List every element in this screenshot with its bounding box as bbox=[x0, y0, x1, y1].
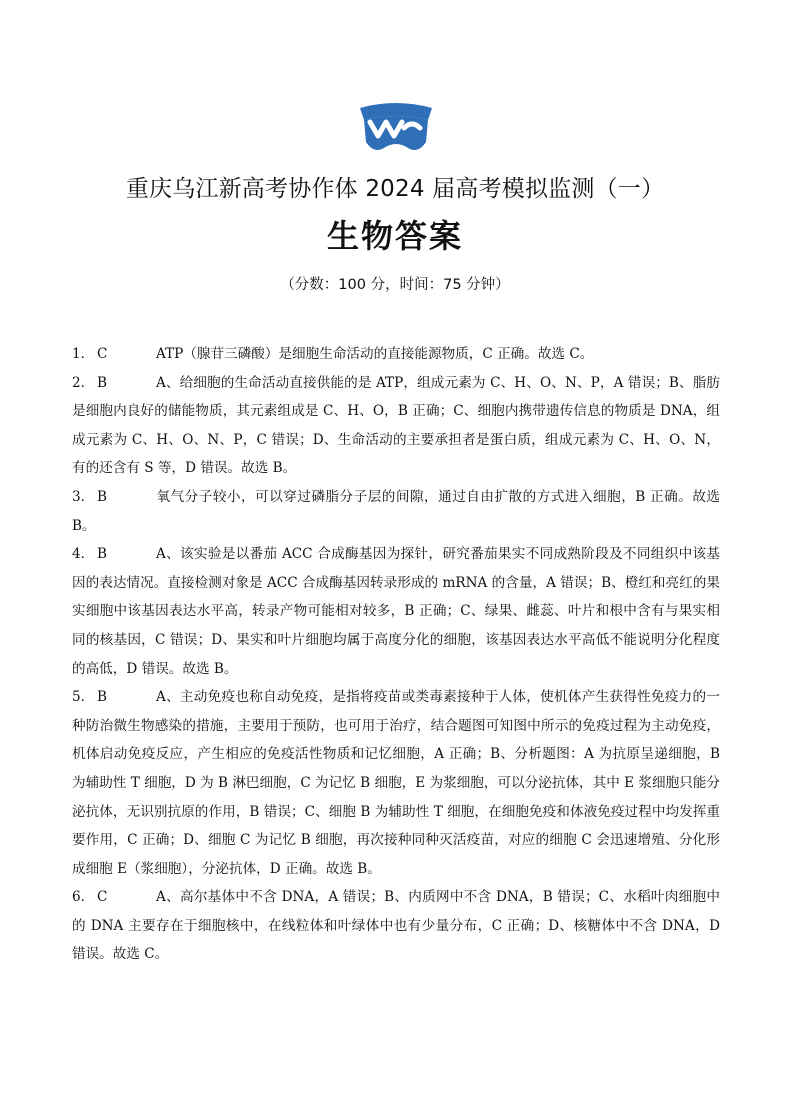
answer-item bbox=[72, 483, 720, 540]
answer-explanation: A、主动免疫也称自动免疫，是指将疫苗或类毒素接种于人体，使机体产生获得性免疫力的一种防治微生物感染的措施，主要用于预防，也可用于治疗，结合题图可知图中所示的免疫过程为主动免疫，机体启动免疫反应，产生相应的免疫活性物质和记忆细胞，A 正确；B、分析题图：A 为抗原呈递细胞，B 为辅助性 T 细胞，D 为 B 淋巴细胞，C 为记忆 B 细胞，E 为浆细胞，可以分泌抗体，其中 E 浆细胞只能分泌抗体，无识别抗原的作用，B 错误；C、细胞 B 为辅助性 T 细胞，在细胞免疫和体液免疫过程中均发挥重要作用，C 正确；D、细胞 C 为记忆 B 细胞，再次接种同种灭活疫苗，对应的细胞 C 会迅速增殖、分化形成细胞 E（浆细胞），分泌抗体，D 正确。故选 B。 bbox=[72, 689, 720, 877]
question-number: 3． bbox=[72, 488, 95, 505]
answer-item bbox=[72, 683, 720, 883]
exam-meta: （分数：100 分，时间：75 分钟） bbox=[280, 277, 510, 293]
answer-explanation: 氧气分子较小，可以穿过磷脂分子层的间隙，通过自由扩散的方式进入细胞，B 正确。故选 B。 bbox=[72, 488, 720, 534]
answer-explanation: ATP（腺苷三磷酸）是细胞生命活动的直接能源物质，C 正确。故选 C。 bbox=[156, 346, 594, 362]
answer-choice: C bbox=[97, 346, 108, 362]
answer-explanation: A、给细胞的生命活动直接供能的是 ATP，组成元素为 C、H、O、N、P，A 错误；B、脂肪是细胞内良好的储能物质，其元素组成是 C、H、O，B 正确；C、细胞内携带遗传信息的物质是 DNA，组成元素为 C、H、O、N、P，C 错误；D、生命活动的主要承担者是蛋白质，组成元素为 C、H、O、N，有的还含有 S 等，D 错误。故选 B。 bbox=[72, 374, 720, 477]
answer-choice: B bbox=[97, 689, 107, 706]
question-number: 6． bbox=[72, 889, 95, 906]
page-title: 重庆乌江新高考协作体 2024 届高考模拟监测（一） bbox=[125, 176, 665, 202]
question-number: 5． bbox=[72, 689, 95, 706]
answer-explanation: A、该实验是以番茄 ACC 合成酶基因为探针，研究番茄果实不同成熟阶段及不同组织中该基因的表达情况。直接检测对象是 ACC 合成酶基因转录形成的 mRNA 的含量，A 错误；B、橙红和亮红的果实细胞中该基因表达水平高，转录产物可能相对较多，B 正确；C、绿果、雌蕊、叶片和根中含有与果实相同的核基因，C 错误；D、果实和叶片细胞均属于高度分化的细胞，该基因表达水平高低不能说明分化程度的高低，D 错误。故选 B。 bbox=[72, 546, 720, 677]
question-number: 1． bbox=[72, 346, 95, 362]
question-number: 4． bbox=[72, 546, 95, 563]
answer-item bbox=[72, 540, 720, 683]
subject-heading: 生物答案 bbox=[326, 217, 463, 255]
answer-choice: B bbox=[97, 488, 107, 505]
answer-choice: B bbox=[97, 374, 107, 391]
wave-cross-logo-icon bbox=[356, 102, 436, 156]
answer-explanation: A、高尔基体中不含 DNA，A 错误；B、内质网中不含 DNA，B 错误；C、水稻叶肉细胞中的 DNA 主要存在于细胞核中，在线粒体和叶绿体中也有少量分布，C 正确；D、核糖体中不含 DNA，D 错误。故选 C。 bbox=[72, 889, 720, 963]
answer-choice: B bbox=[97, 546, 107, 563]
question-number: 2． bbox=[72, 374, 95, 391]
answer-choice: C bbox=[97, 889, 108, 906]
answer-item bbox=[72, 883, 720, 969]
answer-item bbox=[72, 340, 720, 369]
answer-list bbox=[72, 340, 720, 969]
answer-item bbox=[72, 369, 720, 483]
